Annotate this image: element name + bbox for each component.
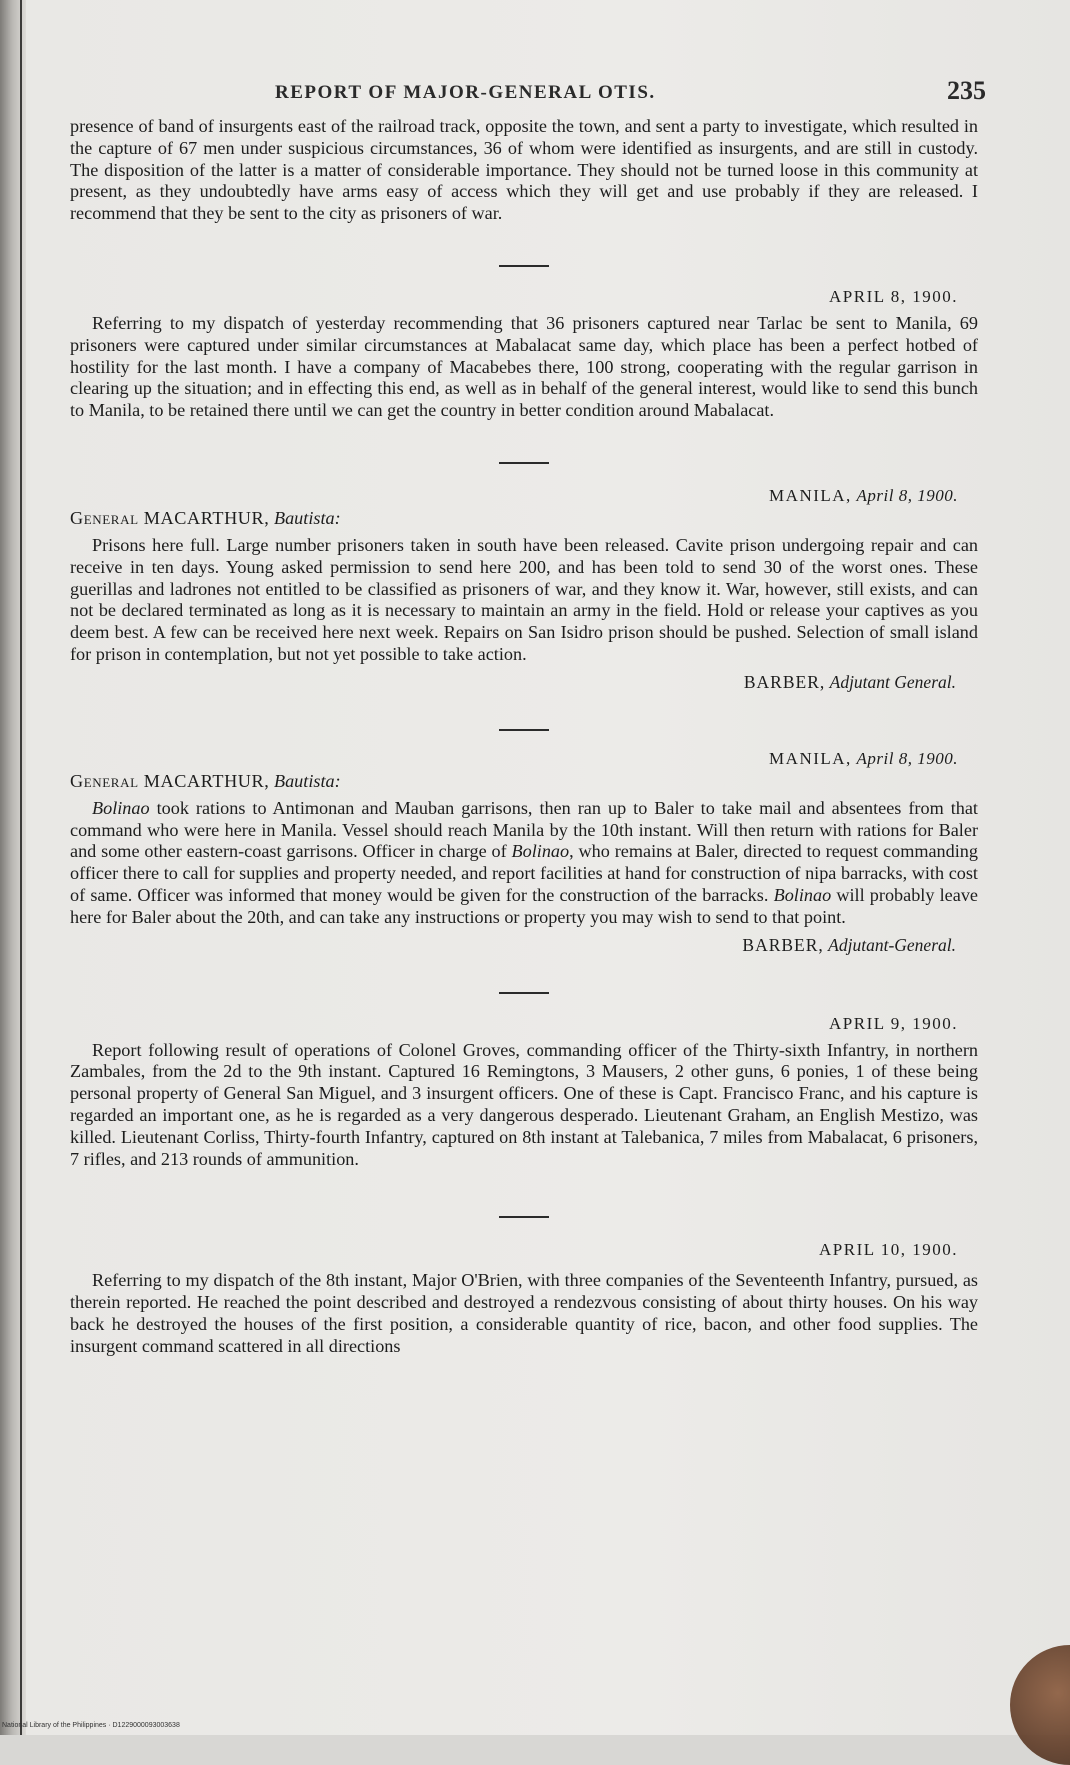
section-april-10-report (70, 1240, 978, 1357)
dateline-date: April 8, 1900. (856, 485, 958, 505)
section-april-9-report (70, 1014, 978, 1171)
section-manila-prisons-telegram (70, 486, 978, 693)
vessel-name: Bolinao (511, 841, 570, 862)
signature-title: Adjutant General. (829, 671, 956, 692)
dateline-date: APRIL 10, 1900. (819, 1240, 958, 1260)
paragraph-text: will probably leave here for Baler about the 20th, and can take any instructions or property you may wish to send to that point. (70, 884, 978, 927)
addressee-location: Bautista: (273, 770, 341, 791)
signature-name: BARBER, (743, 671, 826, 692)
binding-edge-line (20, 0, 22, 1735)
section-divider (499, 462, 549, 464)
book-gutter-shadow (0, 0, 26, 1735)
dateline (70, 287, 978, 307)
vessel-name: Bolinao (773, 884, 832, 905)
body-paragraph: Report following result of operations of Colonel Groves, commanding officer of the Thirty-sixth Infantry, in northern Zambales, from the 2d to the 9th instant. Captured 16 Remingtons, 3 Mausers, 2 other guns, 6 ponies, 1 of these being personal property of General San Miguel, and 3 insurgent officers. One of these is Capt. Francisco Franc, and his capture is regarded an important one, as he is regarded as a very dangerous desperado. Lieutenant Graham, an English Mestizo, was killed. Lieutenant Corliss, Thirty-fourth Infantry, captured on 8th instant at Talebanica, 7 miles from Mabalacat, 6 prisoners, 7 rifles, and 213 rounds of ammunition. (70, 1039, 978, 1169)
dateline-date: APRIL 9, 1900. (829, 1013, 958, 1033)
dateline (70, 486, 978, 506)
body-paragraph (70, 798, 978, 929)
addressee-name: General MACARTHUR, (70, 770, 270, 791)
addressee-location: Bautista: (273, 507, 341, 528)
section-divider (499, 265, 549, 267)
signature-title: Adjutant-General. (828, 934, 956, 955)
dateline (70, 1014, 978, 1034)
section-divider (499, 1216, 549, 1218)
signature (70, 935, 978, 956)
dateline-place: MANILA, (769, 748, 852, 768)
body-paragraph: Referring to my dispatch of the 8th instant, Major O'Brien, with three companies of the Seventeenth Infantry, pursued, as therein reported. He reached the point described and destroyed a rendezvous consisting of about thirty houses. On his way back he destroyed the houses of the first position, a considerable quantity of rice, bacon, and other food supplies. The insurgent command scattered in all directions (70, 1270, 978, 1356)
body-paragraph: presence of band of insurgents east of the railroad track, opposite the town, and sent a party to investigate, which resulted in the capture of 67 men under suspicious circumstances, 36 of whom were identified as insurgents, and are still in custody. The disposition of the latter is a matter of considerable importance. They should not be turned loose in this community at present, as they undoubtedly have arms easy of access which they will get and use probably if they are released. I recommend that they be sent to the city as prisoners of war. (70, 116, 978, 224)
body-paragraph: Prisons here full. Large number prisoners taken in south have been released. Cavite prison undergoing repair and can receive in ten days. Young asked permission to send here 200, and has been told to send 30 of the worst ones. These guerillas and ladrones not entitled to be classified as prisoners of war, and they know it. War, however, still exists, and can not be declared terminated as long as it is necessary to maintain an army in the field. Hold or release your captives as you deem best. A few can be received here next week. Repairs on San Isidro prison should be pushed. Selection of small island for prison in contemplation, but not yet possible to take action. (70, 534, 978, 664)
section-divider (499, 992, 549, 994)
addressee (70, 771, 978, 792)
addressee (70, 508, 978, 529)
section-april-8-dispatch (70, 287, 978, 422)
signature (70, 672, 978, 693)
section-manila-bolinao-telegram (70, 749, 978, 956)
dateline (70, 1240, 978, 1260)
scan-credit: National Library of the Philippines · D1229000093003638 (2, 1722, 180, 1729)
running-title: REPORT OF MAJOR-GENERAL OTIS. (275, 82, 656, 103)
dateline-place: MANILA, (769, 485, 852, 505)
dateline-date: APRIL 8, 1900. (829, 286, 958, 306)
vessel-name: Bolinao (92, 797, 150, 818)
body-paragraph: Referring to my dispatch of yesterday recommending that 36 prisoners captured near Tarlac be sent to Manila, 69 prisoners were captured under similar circumstances at Mabalacat same day, which place has been a perfect hotbed of hostility for the last month. I have a company of Macabebes there, 100 strong, cooperating with the regular garrison in clearing up the situation; and in effecting this end, as well as in behalf of the general interest, would like to send this bunch to Manila, to be retained there until we can get the country in better condition around Mabalacat. (70, 312, 978, 421)
dateline (70, 749, 978, 769)
paragraph-text: , who remains at Baler, directed to request commanding officer there to call for supplies and property needed, and report facilities at hand for construction of nipa barracks, with cost of same. Officer was informed that money would be given for the construction of the barracks. (70, 841, 978, 905)
page-content (70, 70, 986, 1358)
paragraph-text: took rations to Antimonan and Mauban garrisons, then ran up to Baler to take mail and absentees from that command who were here in Manila. Vessel should reach Manila by the 10th instant. Will then return with rations for Baler and some other eastern-coast garrisons. Officer in charge of (70, 797, 978, 862)
page-number: 235 (947, 76, 986, 105)
section-divider (499, 729, 549, 731)
dateline-date: April 8, 1900. (856, 748, 958, 768)
addressee-name: General MACARTHUR, (70, 507, 270, 528)
signature-name: BARBER, (742, 934, 824, 955)
scanner-thumb-artifact (1010, 1645, 1070, 1765)
running-head (70, 70, 986, 110)
section-continuation (70, 116, 978, 225)
